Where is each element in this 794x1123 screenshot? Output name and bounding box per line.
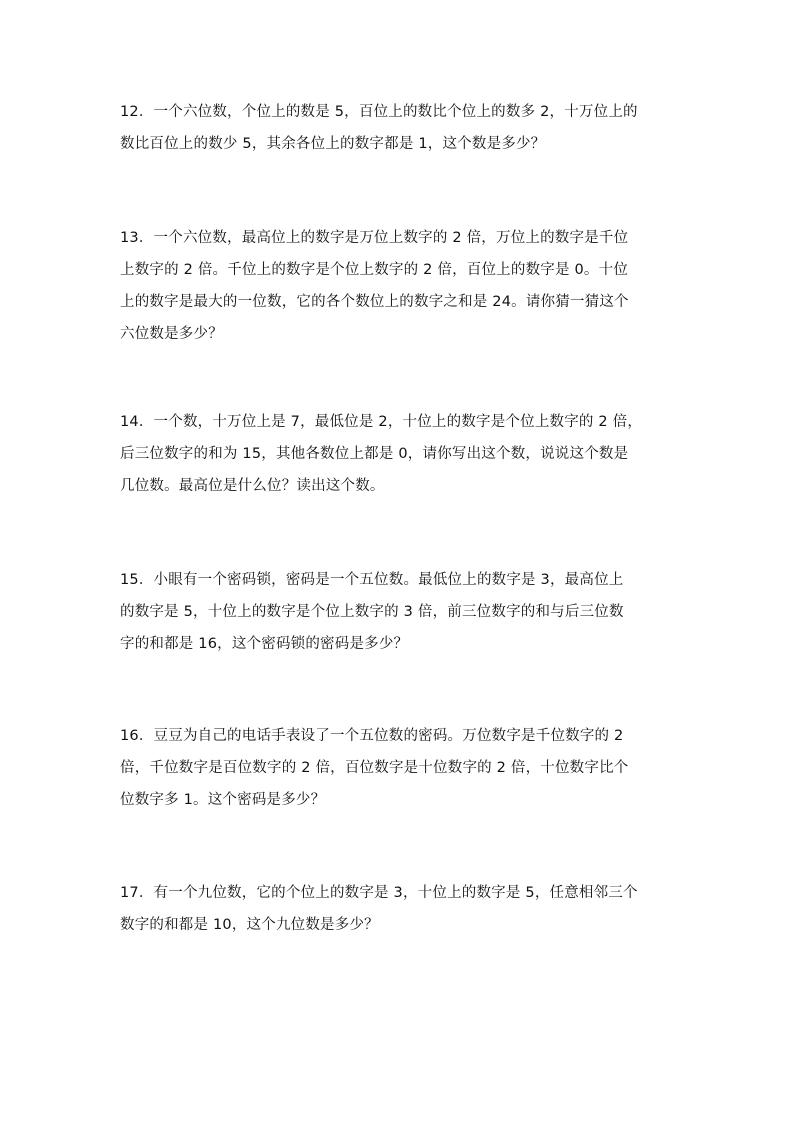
problem-line: 字的和都是 16，这个密码锁的密码是多少？ — [120, 636, 409, 652]
problem-line: 倍，千位数字是百位数字的 2 倍，百位数字是十位数字的 2 倍，十位数字比个 — [120, 760, 629, 776]
problem-line: 后三位数字的和为 15，其他各数位上都是 0，请你写出这个数，说说这个数是 — [120, 446, 629, 462]
problem-line: 六位数是多少？ — [120, 326, 223, 342]
problem-13 — [120, 222, 680, 350]
problem-line: 数比百位上的数少 5，其余各位上的数字都是 1，这个数是多少？ — [120, 136, 546, 152]
problem-17 — [120, 877, 680, 941]
problem-line: 16．豆豆为自己的电话手表设了一个五位数的密码。万位数字是千位数字的 2 — [120, 728, 624, 744]
problem-line: 上的数字是最大的一位数，它的各个数位上的数字之和是 24。请你猜一猜这个 — [120, 294, 629, 310]
problem-14 — [120, 406, 680, 502]
problem-line: 数字的和都是 10，这个九位数是多少？ — [120, 917, 379, 933]
problem-line: 位数字多 1。这个密码是多少？ — [120, 792, 326, 808]
problem-16 — [120, 720, 680, 816]
problem-line: 的数字是 5，十位上的数字是个位上数字的 3 倍，前三位数字的和与后三位数 — [120, 604, 624, 620]
problem-12 — [120, 96, 680, 160]
problem-line: 17．有一个九位数，它的个位上的数字是 3，十位上的数字是 5，任意相邻三个 — [120, 885, 638, 901]
problem-line: 12．一个六位数，个位上的数是 5，百位上的数比个位上的数多 2，十万位上的 — [120, 104, 638, 120]
problem-line: 几位数。最高位是什么位？读出这个数。 — [120, 478, 385, 494]
problem-15 — [120, 564, 680, 660]
problem-line: 13．一个六位数，最高位上的数字是万位上数字的 2 倍，万位上的数字是千位 — [120, 230, 629, 246]
problem-line: 15．小眼有一个密码锁，密码是一个五位数。最低位上的数字是 3，最高位上 — [120, 572, 624, 588]
problem-line: 上数字的 2 倍。千位上的数字是个位上数字的 2 倍，百位上的数字是 0。十位 — [120, 262, 629, 278]
problem-line: 14．一个数，十万位上是 7，最低位是 2，十位上的数字是个位上数字的 2 倍， — [120, 414, 643, 430]
